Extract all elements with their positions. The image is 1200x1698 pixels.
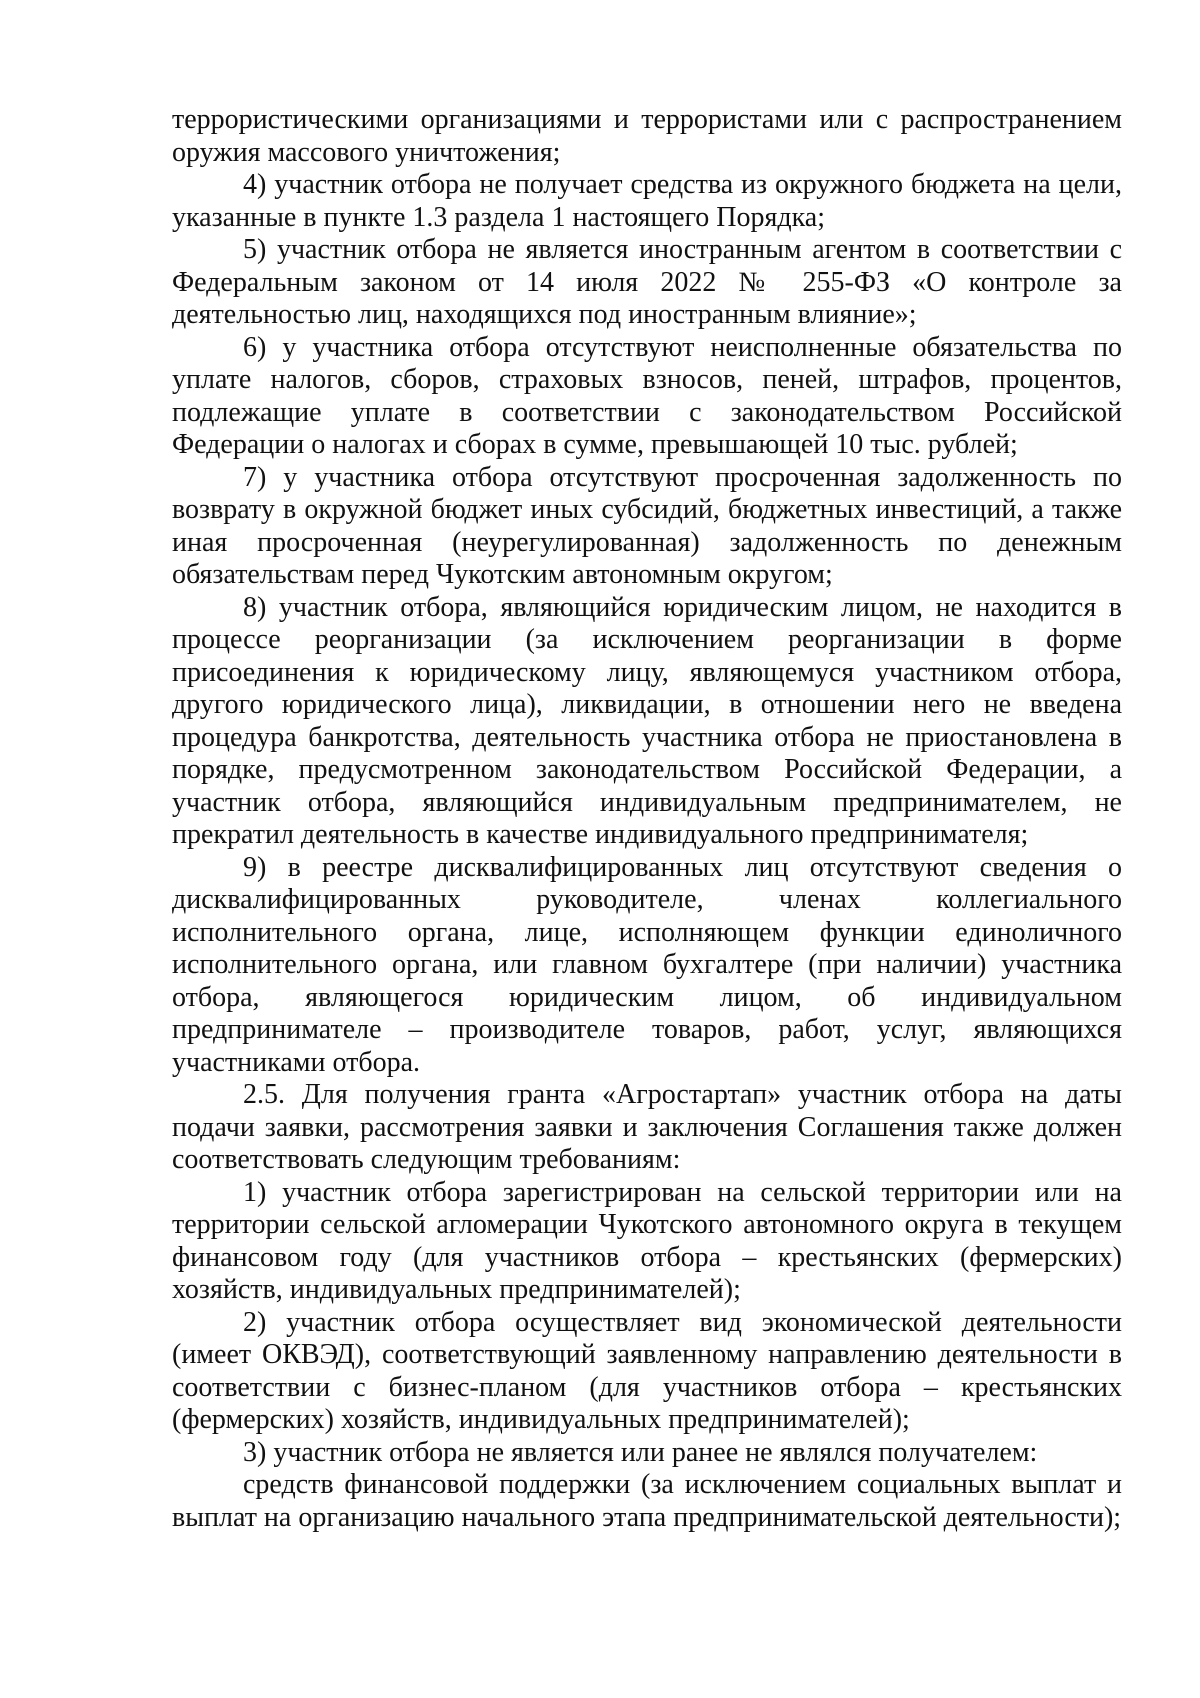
paragraph-item-5: 5) участник отбора не является иностранным агентом в соответствии с Федеральным законом от 14 июля 2022 № 255-ФЗ «О контроле за деятельностью лиц, находящихся под иностранным влияние»; (172, 234, 1122, 330)
paragraph-item-6: 6) у участника отбора отсутствуют неисполненные обязательства по уплате налогов, сборов, страховых взносов, пеней, штрафов, процентов, подлежащие уплате в соответствии с законодательством Российской Федерации о налогах и сборах в сумме, превышающей 10 тыс. рублей; (172, 331, 1122, 460)
paragraph-item-9: 9) в реестре дисквалифицированных лиц отсутствуют сведения о дисквалифицированных руководителе, членах коллегиального исполнительного органа, лице, исполняющем функции единоличного исполнительного органа, или главном бухгалтере (при наличии) участника отбора, являющегося юридическим лицом, об индивидуальном предпринимателе – производителе товаров, работ, услуг, являющихся участниками отбора. (172, 851, 1122, 1078)
paragraph-financial-support: средств финансовой поддержки (за исключением социальных выплат и выплат на организацию начального этапа предпринимательской деятельности); (172, 1469, 1122, 1533)
paragraph-item-7: 7) у участника отбора отсутствуют просроченная задолженность по возврату в окружной бюджет иных субсидий, бюджетных инвестиций, а также иная просроченная (неурегулированная) задолженность по денежным обязательствам перед Чукотским автономным округом; (172, 461, 1122, 590)
paragraph-requirement-3: 3) участник отбора не является или ранее не являлся получателем: (243, 1436, 1038, 1468)
paragraph-item-8: 8) участник отбора, являющийся юридическим лицом, не находится в процессе реорганизации (за исключением реорганизации в форме присоединения к юридическому лицу, являющемуся участником отбора, другого юридического лица), ликвидации, в отношении него не введена процедура банкротства, деятельность участника отбора не приостановлена в порядке, предусмотренном законодательством Российской Федерации, а участник отбора, являющийся индивидуальным предпринимателем, не прекратил деятельность в качестве индивидуального предпринимателя; (172, 591, 1122, 850)
paragraph-continuation: террористическими организациями и террористами или с распространением оружия массового уничтожения; (172, 104, 1122, 168)
document-page (172, 104, 1122, 1534)
paragraph-requirement-1: 1) участник отбора зарегистрирован на сельской территории или на территории сельской агломерации Чукотского автономного округа в текущем финансовом году (для участников отбора – крестьянских (фермерских) хозяйств, индивидуальных предпринимателей); (172, 1176, 1122, 1305)
paragraph-section-2-5: 2.5. Для получения гранта «Агростартап» участник отбора на даты подачи заявки, рассмотрения заявки и заключения Соглашения также должен соответствовать следующим требованиям: (172, 1079, 1122, 1175)
paragraph-requirement-2: 2) участник отбора осуществляет вид экономической деятельности (имеет ОКВЭД), соответствующий заявленному направлению деятельности в соответствии с бизнес-планом (для участников отбора – крестьянских (фермерских) хозяйств, индивидуальных предпринимателей); (172, 1306, 1122, 1435)
paragraph-item-4: 4) участник отбора не получает средства из окружного бюджета на цели, указанные в пункте 1.3 раздела 1 настоящего Порядка; (172, 169, 1122, 233)
